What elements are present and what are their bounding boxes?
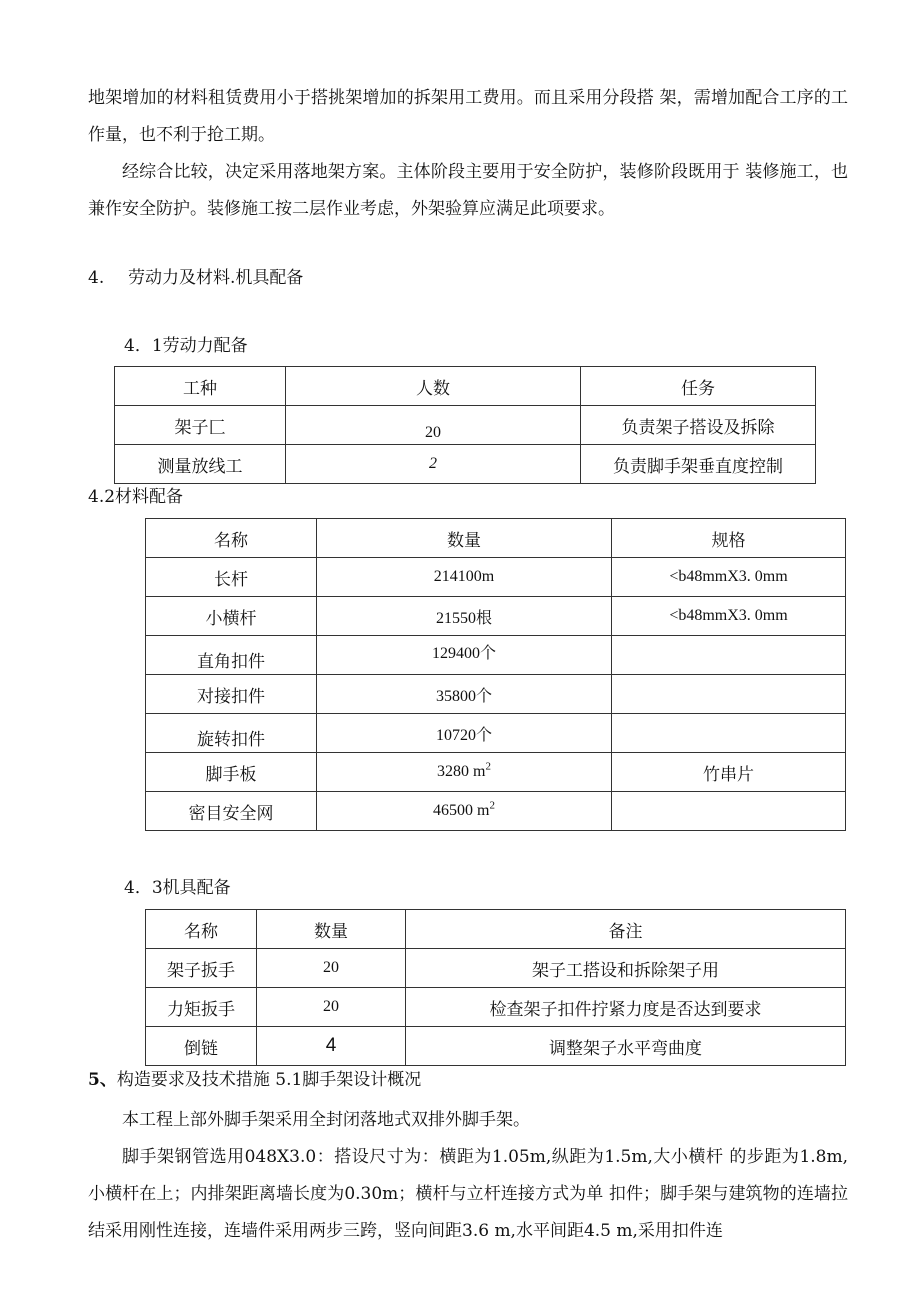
table-cell: 倒链 xyxy=(146,1027,257,1066)
section-5-number: 5、 xyxy=(88,1070,117,1090)
table-cell: 力矩扳手 xyxy=(146,988,257,1027)
table-cell: 214100m xyxy=(317,558,612,597)
section-5-title: 构造要求及技术措施 5.1脚手架设计概况 xyxy=(116,1070,422,1090)
table-cell: 小横杆 xyxy=(146,597,317,636)
machines-heading: 4．3机具配备 xyxy=(124,878,231,898)
table-row xyxy=(146,1027,846,1066)
header-cell: 人数 xyxy=(286,367,581,406)
section-4-number: 4. xyxy=(88,268,105,288)
paragraph-scaffold-cost: 地架增加的材料租赁费用小于搭挑架增加的拆架用工费用。而且采用分段搭 架，需增加配合工序的工作量，也不利于抢工期。 xyxy=(88,88,848,145)
table-cell: 竹串片 xyxy=(612,753,846,792)
table-row xyxy=(146,949,846,988)
table-header-row xyxy=(146,910,846,949)
table-row xyxy=(146,675,846,714)
table-cell: 对接扣件 xyxy=(146,675,317,714)
table-cell: 4 xyxy=(257,1027,406,1066)
materials-heading: 4.2材料配备 xyxy=(88,487,184,507)
table-cell: 脚手板 xyxy=(146,753,317,792)
table-cell: 架子工搭设和拆除架子用 xyxy=(406,949,846,988)
table-cell: 负责脚手架垂直度控制 xyxy=(581,445,816,484)
section-4-title: 劳动力及材料.机具配备 xyxy=(128,268,304,288)
table-cell xyxy=(612,714,846,753)
unit-superscript: 2 xyxy=(485,760,491,773)
table-row xyxy=(146,597,846,636)
table-cell: 129400个 xyxy=(317,636,612,675)
header-cell: 名称 xyxy=(146,519,317,558)
table-cell: <b48mmX3. 0mm xyxy=(612,558,846,597)
table-cell: 负责架子搭设及拆除 xyxy=(581,406,816,445)
table-row xyxy=(115,406,816,445)
header-cell: 备注 xyxy=(406,910,846,949)
table-cell xyxy=(317,753,612,792)
table-cell: 旋转扣件 xyxy=(146,714,317,753)
labor-table xyxy=(114,366,816,484)
section-4-heading xyxy=(88,266,303,290)
paragraph-scaffold-type: 本工程上部外脚手架采用全封闭落地式双排外脚手架。 xyxy=(122,1110,530,1130)
table-cell xyxy=(317,792,612,831)
header-cell: 规格 xyxy=(612,519,846,558)
section-5-heading xyxy=(88,1068,421,1092)
table-header-row xyxy=(146,519,846,558)
table-cell xyxy=(612,792,846,831)
table-row xyxy=(146,753,846,792)
table-cell: 测量放线工 xyxy=(115,445,286,484)
table-cell: 10720个 xyxy=(317,714,612,753)
table-cell xyxy=(612,675,846,714)
paragraph-scaffold-specs: 脚手架钢管选用048X3.0：搭设尺寸为：横距为1.05m,纵距为1.5m,大小横杆 的步距为1.8m,小横杆在上；内排架距离墙长度为0.30m；横杆与立杆连接方式为单 扣件；脚手架与建筑物的连墙拉结采用刚性连接，连墙件采用两步三跨，竖向间距3.6 m,水平间距4.5 m,采用扣件连 xyxy=(88,1147,848,1241)
table-cell xyxy=(612,636,846,675)
table-cell: 35800个 xyxy=(317,675,612,714)
table-cell: 架子扳手 xyxy=(146,949,257,988)
table-cell: 直角扣件 xyxy=(146,636,317,675)
area-value: 3280 m xyxy=(437,763,486,780)
table-cell: 20 xyxy=(257,949,406,988)
unit-superscript: 2 xyxy=(489,799,495,812)
table-cell: 密目安全网 xyxy=(146,792,317,831)
table-row xyxy=(146,558,846,597)
table-row xyxy=(146,988,846,1027)
table-row xyxy=(115,445,816,484)
paragraph-comparison: 经综合比较，决定采用落地架方案。主体阶段主要用于安全防护，装修阶段既用于 装修施工，也兼作安全防护。装修施工按二层作业考虑，外架验算应满足此项要求。 xyxy=(88,162,848,219)
labor-heading: 4．1劳动力配备 xyxy=(124,336,248,356)
table-cell: 调整架子水平弯曲度 xyxy=(406,1027,846,1066)
table-cell: 检查架子扣件拧紧力度是否达到要求 xyxy=(406,988,846,1027)
table-cell: 2 xyxy=(286,445,581,484)
machines-table xyxy=(145,909,846,1066)
header-cell: 工种 xyxy=(115,367,286,406)
header-cell: 名称 xyxy=(146,910,257,949)
table-cell: 21550根 xyxy=(317,597,612,636)
header-cell: 数量 xyxy=(317,519,612,558)
table-cell: 20 xyxy=(286,406,581,445)
table-row xyxy=(146,792,846,831)
table-cell: 长杆 xyxy=(146,558,317,597)
table-cell: 架子匚 xyxy=(115,406,286,445)
table-header-row xyxy=(115,367,816,406)
area-value: 46500 m xyxy=(433,802,490,819)
table-cell: <b48mmX3. 0mm xyxy=(612,597,846,636)
table-row xyxy=(146,636,846,675)
table-cell: 20 xyxy=(257,988,406,1027)
materials-table xyxy=(145,518,846,831)
header-cell: 任务 xyxy=(581,367,816,406)
header-cell: 数量 xyxy=(257,910,406,949)
table-row xyxy=(146,714,846,753)
